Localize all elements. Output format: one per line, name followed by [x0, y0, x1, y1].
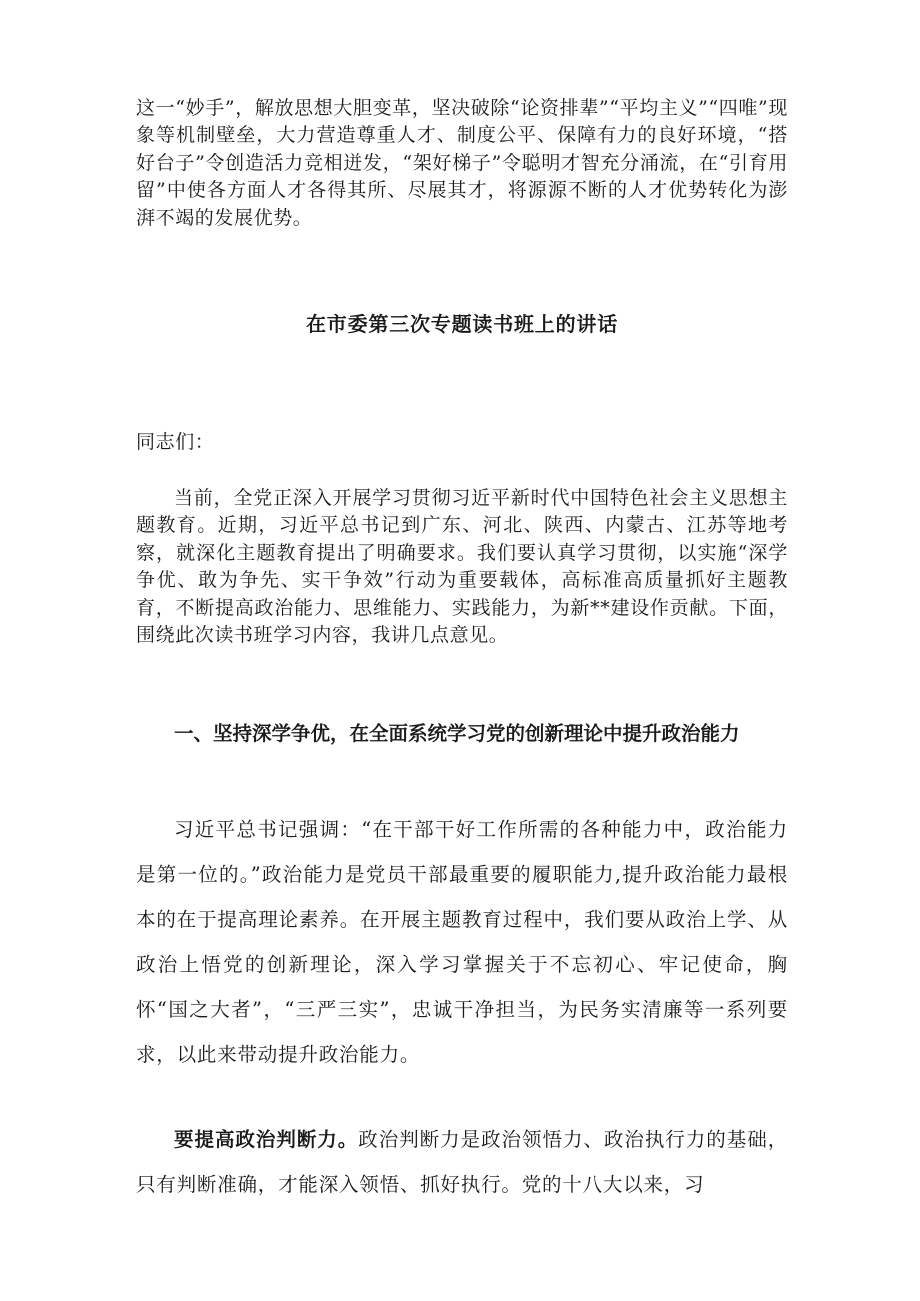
- salutation: 同志们：: [136, 431, 215, 453]
- section-heading-1: 一、坚持深学争优，在全面系统学习党的创新理论中提升政治能力: [174, 722, 740, 745]
- quote-paragraph: 习近平总书记强调：“在干部干好工作所需的各种能力中，政治能力是第一位的。”政治能力是党员干部最重要的履职能力,提升政治能力最根本的在于提高理论素养。在开展主题教育过程中，我们要从政治上学、从政治上悟党的创新理论，深入学习掌握关于不忘初心、牢记使命，胸怀“国之大者”，“三严三实”，忠诚干净担当，为民务实清廉等一系列要求，以此来带动提升政治能力。: [136, 818, 788, 1066]
- intro-paragraph: 当前，全党正深入开展学习贯彻习近平新时代中国特色社会主义思想主题教育。近期，习近平总书记到广东、河北、陕西、内蒙古、江苏等地考察，就深化主题教育提出了明确要求。我们要认真学习贯彻，以实施“深学争优、敢为争先、实干争效”行动为重要载体，高标准高质量抓好主题教育，不断提高政治能力、思维能力、实践能力，为新**建设作贡献。下面，围绕此次读书班学习内容，我讲几点意见。: [136, 487, 788, 647]
- judgement-lead: 要提高政治判断力。: [174, 1128, 359, 1151]
- judgement-body: 政治判断力是政治领悟力、政治执行力的基础，只有判断准确，才能深入领悟、抓好执行。党的十八大以来，习: [136, 1128, 788, 1196]
- continuation-paragraph: 这一“妙手”，解放思想大胆变革，坚决破除“论资排辈”“平均主义”“四唯”现象等机制壁垒，大力营造尊重人才、制度公平、保障有力的良好环境，“搭好台子”令创造活力竞相迸发，“架好梯子”令聪明才智充分涌流，在“引育用留”中使各方面人才各得其所、尽展其才，将源源不断的人才优势转化为澎湃不竭的发展优势。: [136, 97, 788, 229]
- judgement-paragraph: [136, 1117, 788, 1207]
- speech-title: 在市委第三次专题读书班上的讲话: [306, 312, 618, 336]
